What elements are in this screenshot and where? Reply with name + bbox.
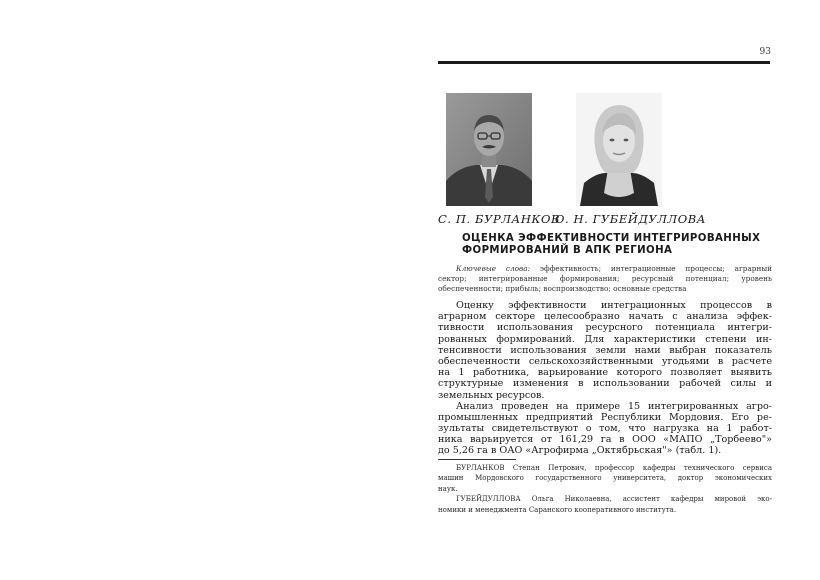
article-body [438,300,772,457]
body-line: обеспеченности сельскохозяйственными угодьями в расчете [438,355,772,367]
keywords-block [438,264,772,295]
body-line: зультаты свидетельствуют о том, что нагрузка на 1 работ- [438,423,772,435]
author-photo-1 [446,93,532,206]
keywords-line: обеспеченности; прибыль; воспроизводство; основные средства [438,284,687,294]
keywords-label: Ключевые слова: [456,264,531,273]
footnote-line: наук. [438,484,458,493]
keywords-text: эффективность; интеграционные процессы; аграрный [539,264,773,273]
footnote-line: БУРЛАНКОВ Степан Петрович, профессор кафедры технического сервиса [456,464,772,472]
page-number: 93 [759,47,771,57]
body-line: ника варьируется от 161,29 га в ООО «МАПО „Торбеево"» [438,434,772,446]
body-line: тенсивности использования земли нами выбран показатель [438,344,772,356]
footnote-line: машин Мордовского государственного университета, доктор экономических [438,474,772,483]
footnote-rule [438,459,516,460]
body-line: до 5,26 га в ОАО «Агрофирма „Октябрьская"» (табл. 1). [438,445,722,457]
footnote-line: номики и менеджмента Саранского кооперативного института. [438,505,677,514]
body-line: аграрном секторе целесообразно начать с анализа эффек- [438,311,772,323]
author-photo-2 [576,93,662,206]
body-line: рованных формирований. Для характеристики степени ин- [438,333,772,345]
body-line: промышленных предприятий Республики Мордовия. Его ре- [438,411,772,423]
author-name-2: О. Н. ГУБЕЙДУЛЛОВА [555,212,707,226]
footnotes [438,463,772,515]
body-line: на 1 работника, варьирование которого позволяет выявить [438,367,772,379]
body-line: структурные изменения в использовании рабочей силы и [438,378,772,390]
header-rule [438,61,770,64]
keywords-line: сектор; интегрированные формирования; ресурсный потенциал; уровень [438,274,772,284]
article-title [462,233,772,256]
title-line: ФОРМИРОВАНИЙ В АПК РЕГИОНА [462,244,673,256]
keywords-line [438,264,772,274]
body-line: тивности использования ресурсного потенциала интегри- [438,322,772,334]
body-line: земельных ресурсов. [438,389,545,401]
footnote-line: ГУБЕЙДУЛЛОВА Ольга Николаевна, ассистент кафедры мировой эко- [456,495,772,504]
body-line: Оценку эффективности интеграционных процессов в [456,300,772,311]
author-name-1: С. П. БУРЛАНКОВ [438,212,561,226]
body-line: Анализ проведен на примере 15 интегрированных агро- [456,400,772,412]
title-line: ОЦЕНКА ЭФФЕКТИВНОСТИ ИНТЕГРИРОВАННЫХ [462,233,761,244]
